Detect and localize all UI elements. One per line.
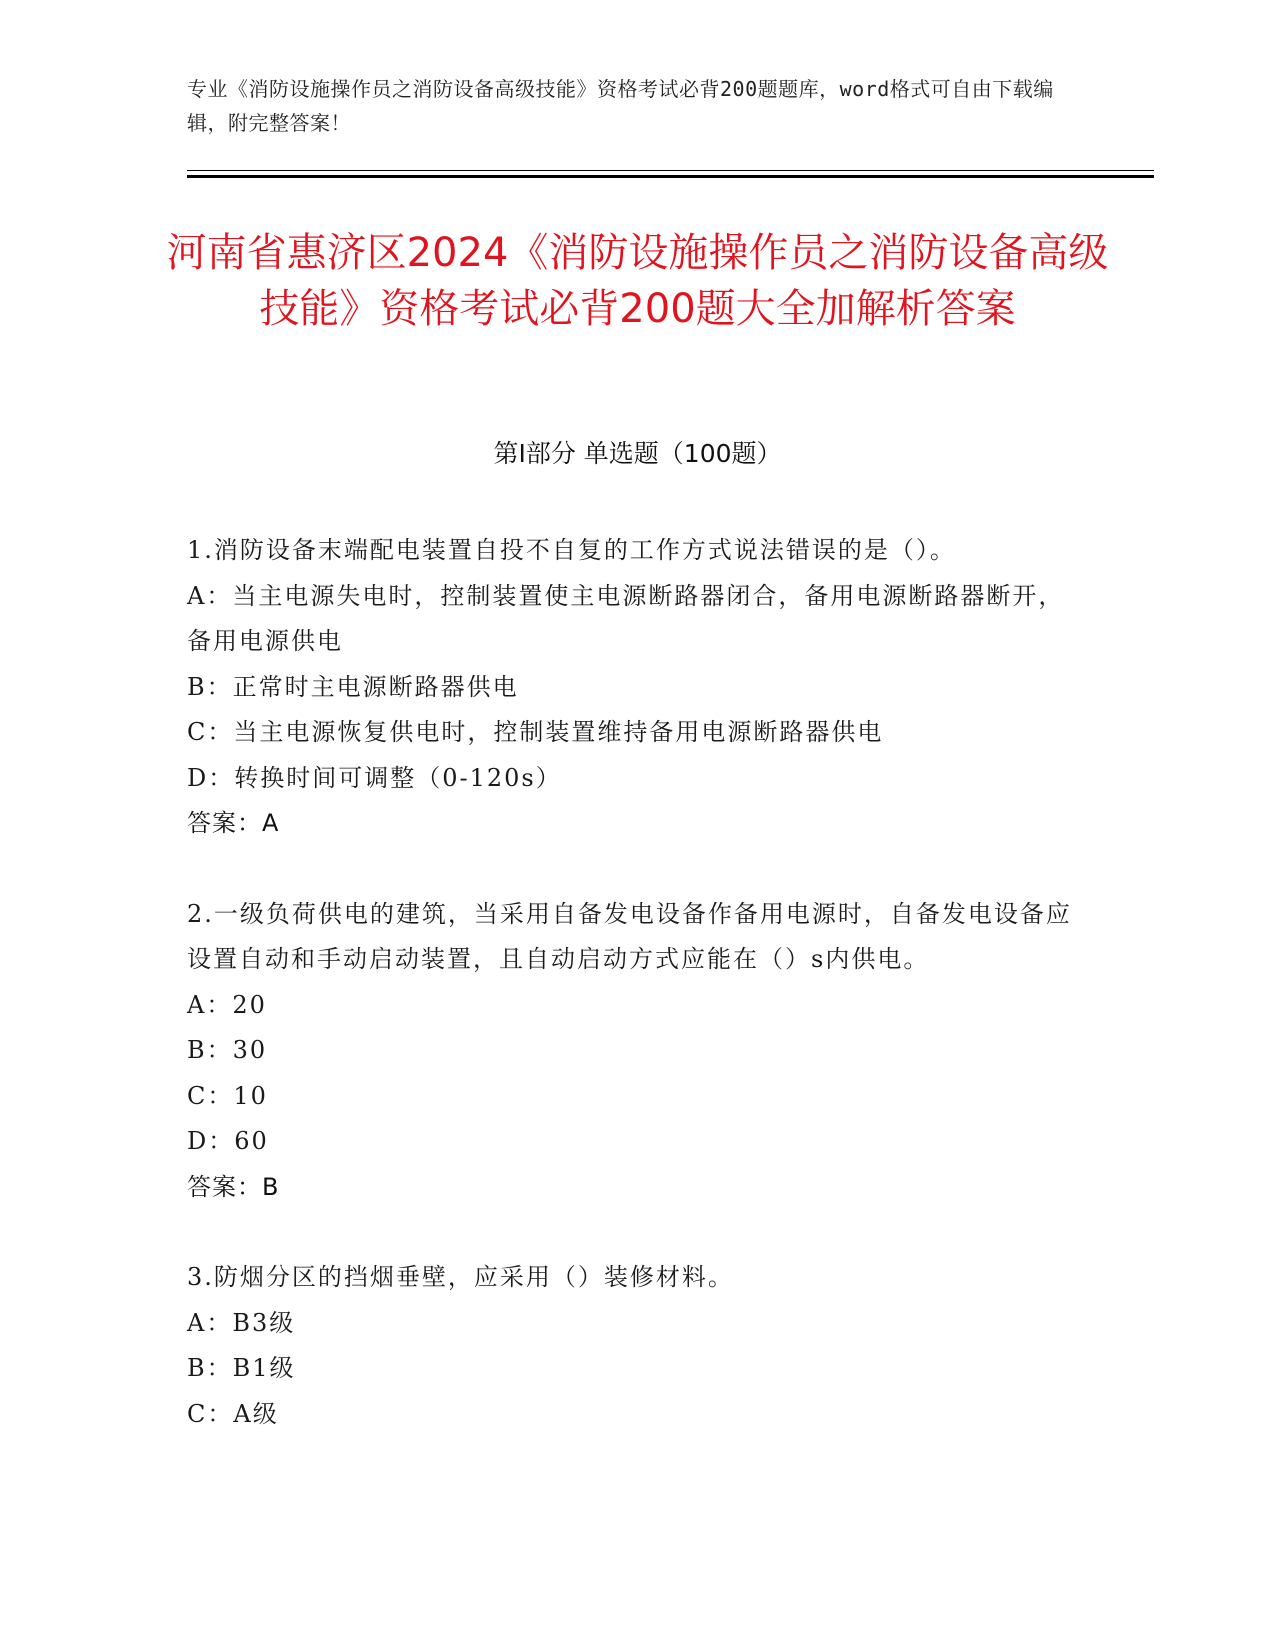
option-c: C：A级 [187,1399,279,1428]
header-rule-thick [187,175,1154,178]
option-d: D：60 [187,1127,269,1155]
question-stem: 1.消防设备末端配电装置自投不自复的工作方式说法错误的是（）。 [187,536,956,564]
option-b: B：B1级 [187,1354,296,1382]
option-b: B：30 [187,1036,268,1064]
question-2 [187,892,1087,1211]
question-stem: 2.一级负荷供电的建筑，当采用自备发电设备作备用电源时，自备发电设备应设置自动和手动启动装置，且自动启动方式应能在（）s内供电。 [187,899,1072,973]
question-1 [187,528,1087,847]
option-c: C：当主电源恢复供电时，控制装置维持备用电源断路器供电 [187,718,884,746]
header-rule-thin [187,170,1154,171]
option-a: A：当主电源失电时，控制装置使主电源断路器闭合，备用电源断路器断开，备用电源供电 [187,581,1065,655]
question-stem: 3.防烟分区的挡烟垂壁，应采用（）装修材料。 [187,1263,734,1291]
answer: 答案：A [187,809,280,837]
option-b: B：正常时主电源断路器供电 [187,672,519,701]
option-d: D：转换时间可调整（0-120s） [187,763,562,792]
option-a: A：B3级 [187,1308,296,1337]
section-title: 第I部分 单选题（100题） [493,439,782,468]
option-a: A：20 [187,990,267,1019]
document-title: 河南省惠济区2024《消防设施操作员之消防设备高级技能》资格考试必背200题大全加解析答案 [166,230,1109,332]
header-note: 专业《消防设施操作员之消防设备高级技能》资格考试必背200题题库，word格式可自由下载编辑，附完整答案！ [187,77,1054,135]
question-list [187,528,1087,1482]
option-c: C：10 [187,1081,268,1110]
question-3 [187,1255,1087,1437]
answer: 答案：B [187,1172,280,1201]
